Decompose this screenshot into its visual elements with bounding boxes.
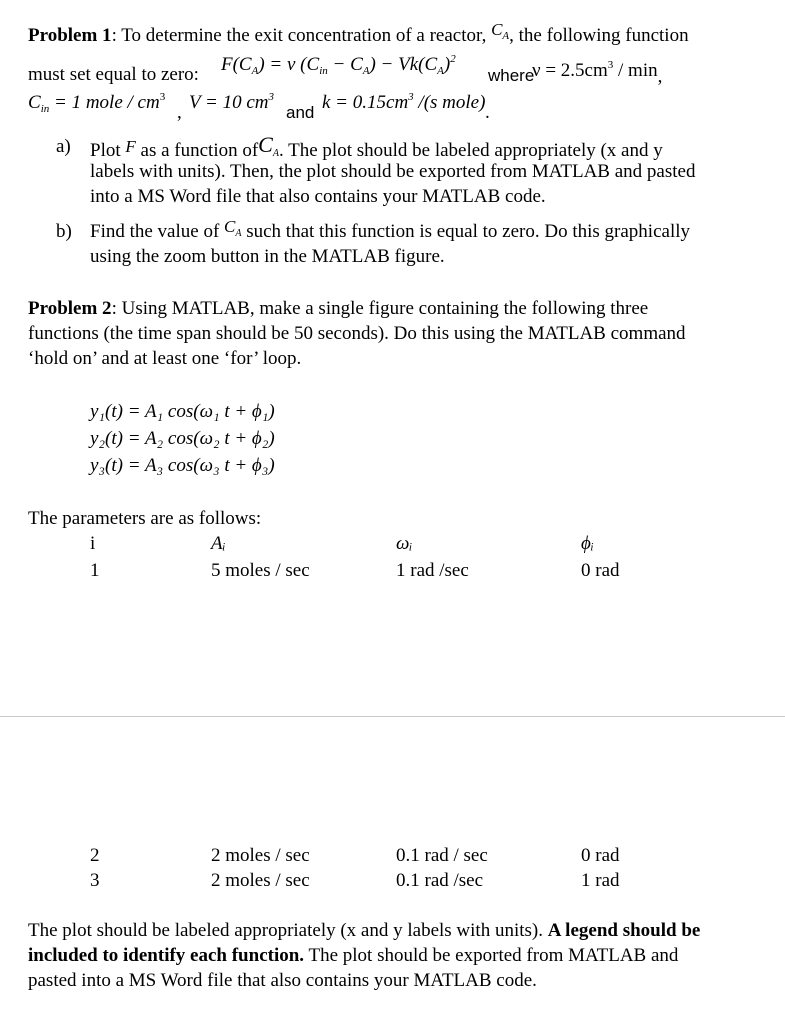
v-value: V = 10 $cm^3$ [189, 91, 274, 113]
equation-y2: y₂(t) = A₂ cos(ω₂ t + ϕ₂) [90, 428, 275, 449]
closing-line2: included to identify each function. The plot should be exported from MATLAB and [28, 945, 679, 966]
table-row-1-A: 5 moles / sec [211, 560, 310, 581]
header-A: Aᵢ [211, 533, 226, 554]
equation-y1: y₁(t) = A₁ cos(ω₁ t + ϕ₁) [90, 401, 275, 422]
params-intro: The parameters are as follows: [28, 508, 262, 529]
closing-line1: The plot should be labeled appropriately (x and y labels with units). A legend should be [28, 920, 701, 941]
table-row-2-i: 2 [90, 845, 100, 866]
table-row-3-A: 2 moles / sec [211, 870, 310, 891]
f-symbol: F [125, 137, 136, 156]
header-omega: ωᵢ [396, 533, 413, 554]
ca-symbol-b: $C_A$ [224, 217, 242, 239]
cin-value: $C_{in} = 1$ mole / $cm^3$ [28, 91, 166, 115]
table-row-3-omega: 0.1 rad /sec [396, 870, 484, 891]
part-a-line3: into a MS Word file that also contains your MATLAB code. [90, 186, 546, 207]
table-row-1-i: 1 [90, 560, 100, 581]
problem1-intro-line [28, 20, 689, 48]
table-row-1-omega: 1 rad /sec [396, 560, 469, 581]
table-row-3-phi: 1 rad [581, 870, 620, 891]
header-i: i [90, 533, 96, 554]
ca-symbol: $C_A$ [491, 20, 510, 42]
table-row-2-omega: 0.1 rad / sec [396, 845, 488, 866]
nu-value: $\nu = 2.5cm^3 / \min$, [532, 59, 663, 87]
table-row-2-A: 2 moles / sec [211, 845, 310, 866]
problem1-intro-end: , the following function [509, 25, 689, 46]
header-phi: ϕᵢ [581, 533, 594, 554]
page-break-divider [0, 716, 785, 717]
problem2-line3: ‘hold on’ and at least one ‘for’ loop. [28, 348, 302, 369]
and-text: and [286, 103, 315, 122]
where-text: where [488, 66, 535, 85]
problem2-line2: functions (the time span should be 50 seconds). Do this using the MATLAB command [28, 323, 686, 344]
ca-symbol-a: $C_A$ [258, 132, 279, 159]
problem1-label: Problem 1 [28, 25, 112, 46]
table-row-2-phi: 0 rad [581, 845, 620, 866]
reactor-equation: $F(C_A) = \nu$ $(C_{in} - C_A) - Vk(C_A)^2$ [221, 53, 456, 77]
part-a-line2: labels with units). Then, the plot should be exported from MATLAB and pasted [90, 161, 696, 182]
problem1-intro: : To determine the exit concentration of a reactor, [111, 25, 487, 46]
part-b-line2: using the zoom button in the MATLAB figure. [90, 246, 445, 267]
must-set-text: must set equal to zero: [28, 64, 199, 85]
k-value: $k = 0.15cm^3$ /(s mole). [322, 91, 491, 123]
part-a-line1: Plot F as a function ofC$_A$. The plot should be labeled appropriately (x and y [90, 132, 663, 161]
part-b-line1: Find the value of $C_A$ such that this function is equal to zero. Do this graphically [90, 217, 690, 242]
table-row-3-i: 3 [90, 870, 100, 891]
part-a-letter: a) [56, 136, 71, 157]
part-b-letter: b) [56, 221, 72, 242]
problem2-line1: Problem 2: Using MATLAB, make a single figure containing the following three [28, 298, 649, 319]
problem2-label: Problem 2 [28, 298, 112, 319]
equation-y3: y₃(t) = A₃ cos(ω₃ t + ϕ₃) [90, 455, 275, 476]
comma-2: , [177, 102, 182, 123]
table-row-1-phi: 0 rad [581, 560, 620, 581]
closing-line3: pasted into a MS Word file that also contains your MATLAB code. [28, 970, 537, 991]
